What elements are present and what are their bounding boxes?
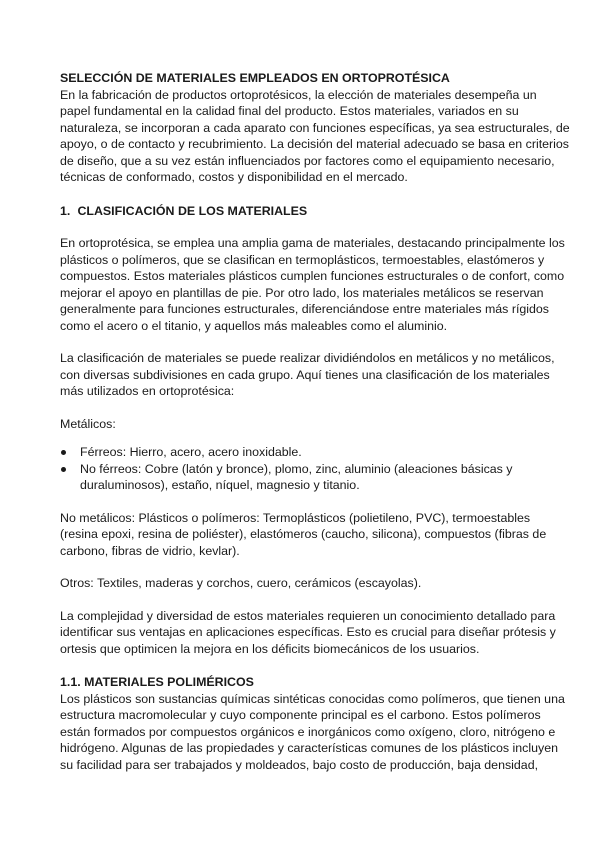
section1-paragraph-1: En ortoprotésica, se emplea una amplia gama de materiales, destacando principalmente los plásticos o polímeros, que se clasifican en termoplásticos, termoestables, elastómeros y compuestos. Estos materiales plásticos cumplen funciones estructurales o de confort, como mejorar el apoyo en plantillas de pie. Por otro lado, los materiales metálicos se reservan generalmente para funciones estructurales, diferenciándose entre materiales más rígidos como el acero o el titanio, y aquellos más maleables como el aluminio.: [60, 236, 565, 333]
others-paragraph: Otros: Textiles, maderas y corchos, cuero, cerámicos (escayolas).: [60, 576, 422, 590]
intro-paragraph: En la fabricación de productos ortoprotésicos, la elección de materiales desempeña un papel fundamental en la calidad final del producto. Estos materiales, variados en su naturaleza, se incorporan a cada aparato con funciones específicas, ya sea estructurales, de apoyo, o de contacto y recubrimiento. La decisión del material adecuado se basa en criterios de diseño, que a su vez están influenciados por factores como el equipamiento necesario, técnicas de conformado, costos y disponibilidad en el mercado.: [60, 87, 570, 184]
document-title: SELECCIÓN DE MATERIALES EMPLEADOS EN ORTOPROTÉSICA: [60, 71, 450, 85]
metal-label: Metálicos:: [60, 416, 116, 431]
section-number: 1.: [60, 203, 71, 218]
section1-paragraph-2: La clasificación de materiales se puede realizar dividiéndolos en metálicos y no metálicos, con diversas subdivisiones en cada grupo. Aquí tienes una clasificación de los materiales más utilizados en ortoprotésica:: [60, 351, 555, 398]
subsection-heading: 1.1. MATERIALES POLIMÉRICOS: [60, 675, 254, 689]
complexity-paragraph: La complejidad y diversidad de estos materiales requieren un conocimiento detallado para identificar sus ventajas en aplicaciones específicas. Esto es crucial para diseñar prótesis y ortesis que optimicen la mejora en los déficits biomecánicos de los usuarios.: [60, 608, 556, 656]
list-item-text: No férreos: Cobre (latón y bronce), plomo, zinc, aluminio (aleaciones básicas y duraluminosos), estaño, níquel, magnesio y titanio.: [80, 461, 513, 492]
bullet-icon: [61, 467, 66, 472]
non-metal-paragraph: No metálicos: Plásticos o polímeros: Termoplásticos (polietileno, PVC), termoestables (resina epoxi, resina de poliéster), elastómeros (caucho, silicona), compuestos (fibras de carbono, fibras de vidrio, kevlar).: [60, 510, 547, 558]
list-item-text: Férreos: Hierro, acero, acero inoxidable.: [80, 445, 302, 459]
section-heading-text: CLASIFICACIÓN DE LOS MATERIALES: [77, 203, 308, 218]
metal-list: [60, 444, 570, 494]
subsection-paragraph: Los plásticos son sustancias químicas sintéticas conocidas como polímeros, que tienen una estructura macromolecular y cuyo componente principal es el carbono. Estos polímeros están formados por compuestos orgánicos e inorgánicos como oxígeno, cloro, nitrógeno e hidrógeno. Algunas de las propiedades y características comunes de los plásticos incluyen su facilidad para ser trabajados y moldeados, bajo costo de producción, baja densidad,: [60, 691, 565, 772]
section-heading: [60, 203, 570, 220]
list-item: [60, 444, 570, 461]
bullet-icon: [61, 450, 66, 455]
document-body: [60, 70, 570, 773]
list-item: [60, 461, 570, 494]
